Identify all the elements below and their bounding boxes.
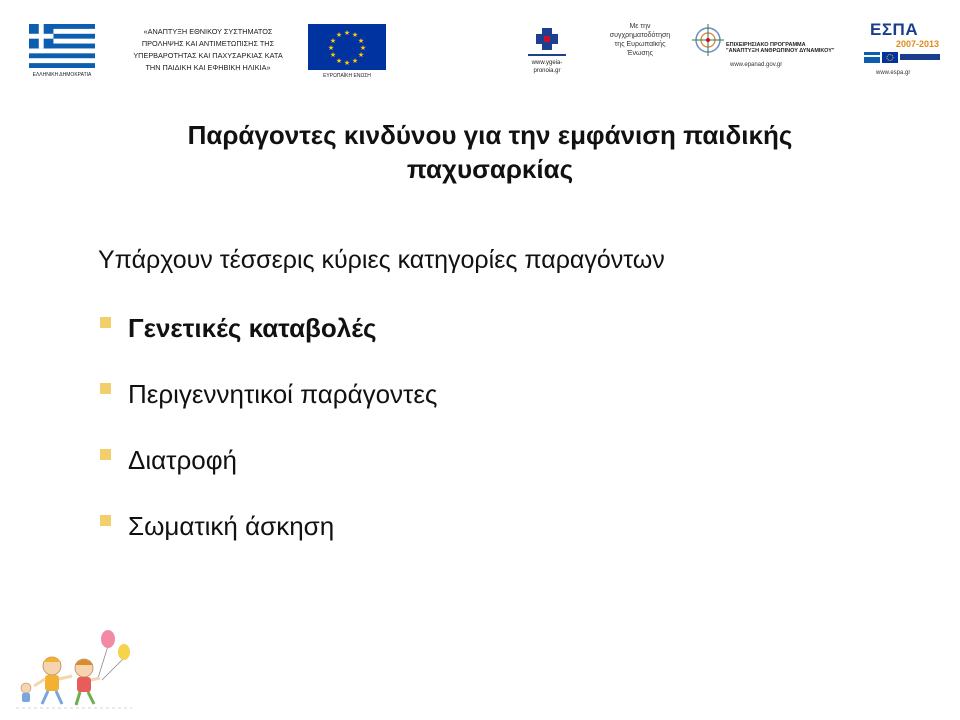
square-bullet-icon [100, 515, 111, 526]
program-line: «ΑΝΑΠΤΥΞΗ ΕΘΝΙΚΟΥ ΣΥΣΤΗΜΑΤΟΣ [143, 27, 273, 36]
slide-title-line: παχυσαρκίας [406, 154, 574, 184]
svg-text:★: ★ [359, 44, 367, 52]
greek-flag-icon [22, 24, 102, 68]
bullet-list [100, 306, 437, 570]
logo-bar [0, 0, 960, 92]
square-bullet-icon [100, 317, 111, 328]
svg-text:★: ★ [343, 59, 351, 67]
ministry-url: www.ygeia- [531, 60, 563, 66]
cofinanced-line: συγχρηματοδότηση [609, 32, 671, 39]
greek-flag-caption: ΕΛΛΗΝΙΚΗ ΔΗΜΟΚΡΑΤΙΑ [32, 72, 92, 78]
cofinanced-line: Ένωσης [626, 50, 654, 57]
bullet-text: Διατροφή [128, 445, 238, 475]
bullet-item [100, 504, 437, 570]
espa-logo [860, 20, 942, 84]
op-url: www.epanad.gov.gr [730, 62, 783, 68]
compass-icon [692, 22, 724, 58]
bullet-item [100, 372, 437, 438]
slide-title-line: Παράγοντες κινδύνου για την εμφάνιση παιδικής [187, 120, 793, 150]
kids-with-balloons-icon [12, 628, 142, 712]
cofinanced-line: Με την [629, 23, 651, 30]
square-bullet-icon [100, 383, 111, 394]
svg-text:★: ★ [329, 51, 337, 59]
bullet-text: Περιγεννητικοί παράγοντες [128, 379, 438, 409]
espa-title: ΕΣΠΑ [870, 20, 919, 39]
svg-text:★: ★ [335, 31, 343, 39]
espa-years: 2007-2013 [896, 39, 940, 49]
svg-text:★: ★ [357, 51, 365, 59]
svg-text:★: ★ [351, 57, 359, 65]
intro-text: Υπάρχουν τέσσερις κύριες κατηγορίες παραγόντων [98, 246, 665, 274]
espa-flags-icon [864, 50, 940, 66]
kids-playing-illustration [12, 628, 142, 712]
slide-title [60, 118, 920, 186]
program-line: ΠΡΟΛΗΨΗΣ ΚΑΙ ΑΝΤΙΜΕΤΩΠΙΣΗΣ ΤΗΣ [141, 39, 275, 48]
eu-flag-icon [308, 24, 386, 70]
program-title-text [118, 26, 298, 74]
cofinanced-text [592, 22, 688, 58]
svg-text:★: ★ [357, 37, 365, 45]
op-name-line: ΕΠΙΧΕΙΡΗΣΙΑΚΟ ΠΡΟΓΡΑΜΜΑ [726, 42, 806, 48]
svg-text:★: ★ [327, 44, 335, 52]
bullet-item [100, 306, 437, 372]
cofinanced-line: της Ευρωπαϊκής [614, 41, 666, 48]
svg-text:★: ★ [329, 37, 337, 45]
bullet-text: Σωματική άσκηση [128, 511, 335, 541]
operational-program-logo [692, 22, 852, 76]
svg-text:★: ★ [335, 57, 343, 65]
svg-text:★: ★ [343, 29, 351, 37]
ministry-logo [520, 24, 574, 78]
espa-url: www.espa.gr [876, 70, 911, 76]
program-line: ΤΗΝ ΠΑΙΔΙΚΗ ΚΑΙ ΕΦΗΒΙΚΗ ΗΛΙΚΙΑ» [145, 63, 271, 72]
greek-flag-logo [22, 24, 102, 78]
op-name [726, 42, 835, 54]
eu-flag-caption: ΕΥΡΩΠΑΪΚΗ ΕΝΩΣΗ [323, 73, 371, 79]
ministry-cross-icon [520, 24, 574, 58]
eu-flag-logo [308, 24, 386, 79]
program-line: ΥΠΕΡΒΑΡΟΤΗΤΑΣ ΚΑΙ ΠΑΧΥΣΑΡΚΙΑΣ ΚΑΤΑ [133, 51, 283, 60]
square-bullet-icon [100, 449, 111, 460]
svg-text:★: ★ [351, 31, 359, 39]
bullet-item [100, 438, 437, 504]
op-name-line: "ΑΝΑΠΤΥΞΗ ΑΝΘΡΩΠΙΝΟΥ ΔΥΝΑΜΙΚΟΥ" [726, 48, 835, 54]
bullet-text: Γενετικές καταβολές [128, 313, 377, 343]
ministry-url-2: pronoia.gr [533, 68, 561, 74]
